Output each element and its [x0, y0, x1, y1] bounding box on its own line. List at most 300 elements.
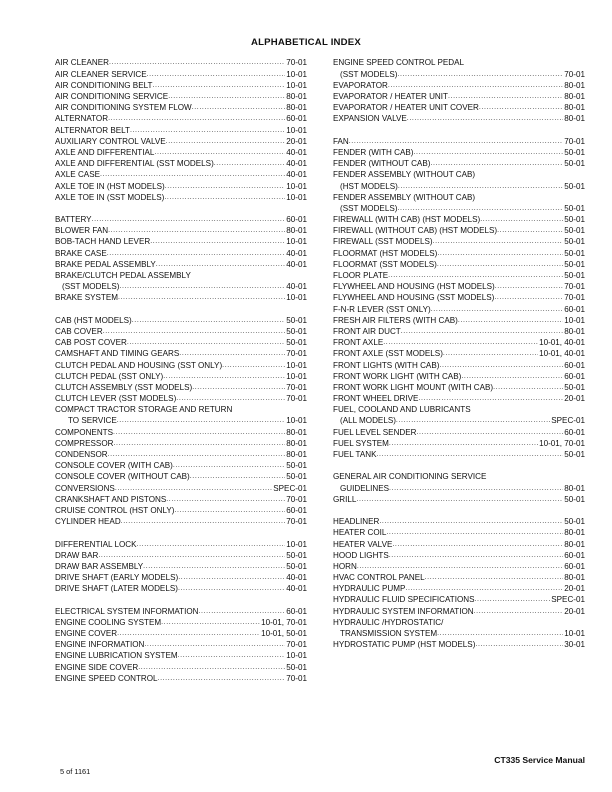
index-entry[interactable] — [55, 214, 307, 225]
index-entry[interactable] — [333, 214, 585, 225]
index-entry-text: HEADLINER — [333, 517, 380, 527]
index-entry[interactable] — [333, 561, 585, 572]
index-entry[interactable] — [55, 80, 307, 91]
index-entry-page: 50-01 — [564, 237, 585, 247]
index-entry-page: 70-01 — [286, 494, 307, 504]
dot-leader — [357, 561, 563, 572]
index-entry-page: 50-01 — [564, 259, 585, 269]
index-entry[interactable] — [55, 628, 307, 639]
index-entry-text: ENGINE COVER — [55, 629, 118, 639]
index-entry-page: 40-01 — [286, 248, 307, 258]
index-entry[interactable] — [55, 147, 307, 158]
dot-leader — [389, 550, 564, 561]
index-entry[interactable] — [333, 158, 585, 169]
dot-leader — [92, 214, 286, 225]
index-entry-text: FRONT AIR DUCT — [333, 326, 401, 336]
dot-leader — [443, 348, 538, 359]
index-entry[interactable] — [333, 237, 585, 248]
index-entry-text: FLOORMAT (HST MODELS) — [333, 248, 438, 258]
dot-leader — [413, 147, 563, 158]
index-entry[interactable] — [333, 315, 585, 326]
index-entry-page: 80-01 — [564, 326, 585, 336]
index-entry[interactable] — [55, 550, 307, 561]
index-entry[interactable] — [55, 494, 307, 505]
index-entry[interactable] — [333, 371, 585, 382]
index-entry-text: FENDER (WITH CAB) — [333, 147, 414, 157]
index-entry-text: COMPONENTS — [55, 427, 114, 437]
index-entry[interactable] — [333, 58, 585, 69]
index-entry[interactable] — [333, 471, 585, 482]
index-entry[interactable] — [333, 617, 585, 628]
index-entry[interactable] — [333, 80, 585, 91]
index-entry[interactable] — [55, 259, 307, 270]
dot-leader — [164, 192, 285, 203]
index-entry[interactable] — [333, 281, 585, 292]
index-entry-text: HYDRAULIC FLUID SPECIFICATIONS — [333, 595, 475, 605]
index-spacer — [55, 595, 307, 606]
index-entry-page: 80-01 — [564, 103, 585, 113]
dot-leader — [417, 427, 564, 438]
dot-leader — [163, 371, 285, 382]
dot-leader — [117, 628, 260, 639]
index-entry-page: 10-01 — [564, 315, 585, 325]
index-entry-page: 80-01 — [286, 103, 307, 113]
index-entry-text: FLYWHEEL AND HOUSING (HST MODELS) — [333, 282, 495, 292]
index-entry[interactable] — [333, 102, 585, 113]
index-entry-text: HYDRAULIC /HYDROSTATIC/ — [333, 617, 444, 627]
index-entry[interactable] — [55, 281, 307, 292]
index-entry[interactable] — [333, 169, 585, 180]
index-entry-text: AIR CLEANER SERVICE — [55, 69, 147, 79]
dot-leader — [137, 539, 286, 550]
index-entry-page: 50-01 — [564, 248, 585, 258]
dot-leader — [392, 539, 563, 550]
index-entry[interactable] — [55, 382, 307, 393]
index-entry-page: 80-01 — [564, 80, 585, 90]
dot-leader — [161, 617, 260, 628]
index-spacer — [55, 304, 307, 315]
dot-leader — [166, 494, 285, 505]
index-entry[interactable] — [333, 427, 585, 438]
dot-leader — [405, 583, 563, 594]
index-entry[interactable] — [55, 102, 307, 113]
index-entry-text: CRANKSHAFT AND PISTONS — [55, 494, 167, 504]
index-entry-text: FRONT WHEEL DRIVE — [333, 394, 419, 404]
index-entry-text: AXLE TOE IN (HST MODELS) — [55, 181, 165, 191]
index-entry-page: 10-01 — [286, 416, 307, 426]
dot-leader — [178, 583, 285, 594]
index-spacer — [55, 527, 307, 538]
index-entry-page: 80-01 — [286, 92, 307, 102]
index-entry[interactable] — [55, 58, 307, 69]
index-entry[interactable] — [333, 639, 585, 650]
index-entry-page: 70-01 — [564, 136, 585, 146]
dot-leader — [152, 80, 285, 91]
dot-leader — [147, 69, 286, 80]
index-entry[interactable] — [55, 270, 307, 281]
index-entry[interactable] — [55, 225, 307, 236]
dot-leader — [397, 203, 563, 214]
index-entry[interactable] — [333, 483, 585, 494]
index-entry-text: DRIVE SHAFT (EARLY MODELS) — [55, 573, 179, 583]
index-entry-text: CRUISE CONTROL (HST ONLY) — [55, 505, 175, 515]
dot-leader — [389, 483, 563, 494]
index-entry-page: 50-01 — [286, 315, 307, 325]
index-entry[interactable] — [55, 460, 307, 471]
dot-leader — [107, 248, 286, 259]
index-entry-text: FIREWALL (WITH CAB) (HST MODELS) — [333, 215, 481, 225]
index-entry[interactable] — [55, 427, 307, 438]
index-entry[interactable] — [55, 248, 307, 259]
index-entry-text: CONSOLE COVER (WITHOUT CAB) — [55, 472, 190, 482]
index-entry-text: ENGINE SIDE COVER — [55, 662, 139, 672]
index-entry[interactable] — [333, 136, 585, 147]
index-entry-page: 10-01, 40-01 — [539, 349, 585, 359]
index-entry-page: 10-01, 40-01 — [539, 338, 585, 348]
dot-leader — [480, 214, 563, 225]
index-entry-text: (ALL MODELS) — [340, 416, 396, 426]
index-entry[interactable] — [333, 91, 585, 102]
index-entry[interactable] — [333, 348, 585, 359]
index-entry-text: FUEL LEVEL SENDER — [333, 427, 417, 437]
index-entry-page: 50-01 — [564, 494, 585, 504]
dot-leader — [475, 595, 551, 606]
dot-leader — [173, 460, 285, 471]
index-entry[interactable] — [55, 639, 307, 650]
index-entry-page: 60-01 — [286, 606, 307, 616]
dot-leader — [158, 673, 286, 684]
index-entry[interactable] — [55, 360, 307, 371]
index-entry-page: 50-01 — [564, 215, 585, 225]
dot-leader — [113, 438, 285, 449]
index-entry-text: EXPANSION VALVE — [333, 114, 407, 124]
index-entry[interactable] — [333, 595, 585, 606]
dot-leader — [356, 494, 563, 505]
index-entry[interactable] — [55, 315, 307, 326]
index-entry[interactable] — [333, 360, 585, 371]
index-entry-text: ENGINE INFORMATION — [55, 640, 145, 650]
index-entry[interactable] — [55, 158, 307, 169]
index-entry-page: 60-01 — [564, 360, 585, 370]
index-entry[interactable] — [55, 348, 307, 359]
index-entry[interactable] — [333, 69, 585, 80]
index-entry[interactable] — [55, 539, 307, 550]
index-spacer — [55, 203, 307, 214]
index-entry[interactable] — [55, 438, 307, 449]
index-entry-text: BRAKE/CLUTCH PEDAL ASSEMBLY — [55, 271, 191, 281]
index-entry-page: 70-01 — [286, 640, 307, 650]
index-entry[interactable] — [333, 337, 585, 348]
dot-leader — [192, 102, 286, 113]
index-entry-page: 80-01 — [286, 438, 307, 448]
index-entry-page: 50-01 — [564, 181, 585, 191]
dot-leader — [190, 471, 286, 482]
index-entry-page: 70-01 — [286, 394, 307, 404]
dot-leader — [398, 181, 563, 192]
index-entry[interactable] — [55, 572, 307, 583]
index-entry[interactable] — [333, 270, 585, 281]
index-entry[interactable] — [55, 326, 307, 337]
index-entry[interactable] — [333, 248, 585, 259]
index-entry-text: FUEL, COOLAND AND LUBRICANTS — [333, 405, 471, 415]
index-entry-page: 70-01 — [286, 58, 307, 68]
index-entry[interactable] — [55, 125, 307, 136]
index-entry-text: HYDRAULIC PUMP — [333, 584, 406, 594]
index-entry-text: ELECTRICAL SYSTEM INFORMATION — [55, 606, 199, 616]
index-entry[interactable] — [333, 292, 585, 303]
index-entry-text: CLUTCH LEVER (SST MODELS) — [55, 394, 177, 404]
index-entry-text: FRONT WORK LIGHT MOUNT (WITH CAB) — [333, 382, 494, 392]
dot-leader — [117, 416, 286, 427]
index-entry[interactable] — [55, 337, 307, 348]
index-entry-page: 60-01 — [564, 371, 585, 381]
index-entry-page: 20-01 — [564, 394, 585, 404]
index-entry-text: BOB-TACH HAND LEVER — [55, 237, 151, 247]
index-entry-text: AXLE TOE IN (SST MODELS) — [55, 192, 165, 202]
index-entry[interactable] — [333, 259, 585, 270]
dot-leader — [458, 315, 563, 326]
index-entry[interactable] — [333, 147, 585, 158]
index-entry[interactable] — [333, 550, 585, 561]
index-entry-page: 60-01 — [286, 215, 307, 225]
index-entry[interactable] — [55, 237, 307, 248]
manual-title: CT335 Service Manual — [494, 755, 585, 765]
index-entry[interactable] — [55, 416, 307, 427]
dot-leader — [176, 393, 285, 404]
index-entry-text: FRONT AXLE — [333, 338, 384, 348]
index-entry-page: 10-01 — [286, 237, 307, 247]
index-entry[interactable] — [55, 516, 307, 527]
index-entry-page: 60-01 — [564, 427, 585, 437]
index-entry[interactable] — [55, 69, 307, 80]
index-spacer — [333, 125, 585, 136]
dot-leader — [383, 337, 538, 348]
index-entry-page: 80-01 — [564, 114, 585, 124]
index-entry[interactable] — [333, 449, 585, 460]
dot-leader — [143, 561, 285, 572]
dot-leader — [192, 382, 285, 393]
index-entry[interactable] — [55, 583, 307, 594]
index-entry[interactable] — [55, 404, 307, 415]
index-entry-text: AXLE AND DIFFERENTIAL (SST MODELS) — [55, 159, 214, 169]
index-entry[interactable] — [55, 136, 307, 147]
index-entry[interactable] — [333, 416, 585, 427]
index-entry-page: 50-01 — [564, 147, 585, 157]
index-entry-page: 10-01, 50-01 — [261, 629, 307, 639]
index-entry-page: 20-01 — [564, 606, 585, 616]
index-entry-text: DRIVE SHAFT (LATER MODELS) — [55, 584, 178, 594]
index-entry[interactable] — [55, 371, 307, 382]
dot-leader — [108, 449, 286, 460]
dot-leader — [156, 259, 286, 270]
index-entry[interactable] — [333, 326, 585, 337]
index-entry-text: EVAPORATOR / HEATER UNIT — [333, 92, 448, 102]
index-entry[interactable] — [55, 483, 307, 494]
index-entry[interactable] — [333, 516, 585, 527]
index-entry-page: 80-01 — [564, 573, 585, 583]
index-entry-page: 80-01 — [564, 483, 585, 493]
index-entry-text: HVAC CONTROL PANEL — [333, 573, 425, 583]
index-entry-text: HORN — [333, 561, 357, 571]
index-entry-page: 40-01 — [286, 584, 307, 594]
index-entry[interactable] — [333, 225, 585, 236]
dot-leader — [174, 505, 285, 516]
index-spacer — [333, 505, 585, 516]
index-entry-text: F-N-R LEVER (SST ONLY) — [333, 304, 431, 314]
index-entry-page: 50-01 — [564, 226, 585, 236]
dot-leader — [121, 516, 286, 527]
index-entry[interactable] — [55, 650, 307, 661]
index-spacer — [333, 460, 585, 471]
index-entry[interactable] — [333, 382, 585, 393]
index-entry[interactable] — [333, 393, 585, 404]
dot-leader — [119, 281, 285, 292]
index-entry-page: 20-01 — [286, 136, 307, 146]
index-entry-page: 70-01 — [286, 517, 307, 527]
index-entry-page: 50-01 — [286, 550, 307, 560]
index-entry[interactable] — [55, 617, 307, 628]
index-entry-text: BATTERY — [55, 215, 92, 225]
dot-leader — [113, 427, 285, 438]
index-entry-text: FRESH AIR FILTERS (WITH CAB) — [333, 315, 458, 325]
index-entry-text: EVAPORATOR — [333, 80, 388, 90]
index-entry[interactable] — [55, 169, 307, 180]
index-entry[interactable] — [55, 662, 307, 673]
index-entry-text: ENGINE SPEED CONTROL PEDAL — [333, 58, 465, 68]
index-entry-text: (SST MODELS) — [62, 282, 120, 292]
dot-leader — [130, 125, 285, 136]
index-entry[interactable] — [55, 393, 307, 404]
index-entry[interactable] — [333, 438, 585, 449]
dot-leader — [397, 69, 563, 80]
index-entry-text: DRAW BAR ASSEMBLY — [55, 561, 144, 571]
index-entry[interactable] — [55, 673, 307, 684]
dot-leader — [118, 292, 285, 303]
index-entry-page: SPEC-01 — [551, 595, 585, 605]
index-title: ALPHABETICAL INDEX — [250, 37, 362, 48]
index-entry-text: BRAKE CASE — [55, 248, 107, 258]
index-entry[interactable] — [333, 304, 585, 315]
index-entry-page: 40-01 — [286, 147, 307, 157]
index-entry-text: TRANSMISSION SYSTEM — [340, 629, 438, 639]
index-entry-text: FENDER ASSEMBLY (WITHOUT CAB) — [333, 170, 476, 180]
dot-leader — [433, 237, 564, 248]
dot-leader — [479, 102, 563, 113]
index-entry[interactable] — [55, 505, 307, 516]
index-entry-text: (SST MODELS) — [340, 69, 398, 79]
index-entry[interactable] — [333, 113, 585, 124]
dot-leader — [386, 527, 563, 538]
index-entry-page: 50-01 — [564, 271, 585, 281]
index-entry[interactable] — [333, 583, 585, 594]
dot-leader — [474, 606, 564, 617]
index-entry[interactable] — [55, 449, 307, 460]
dot-leader — [461, 371, 563, 382]
dot-leader — [198, 606, 285, 617]
index-entry-page: 40-01 — [286, 259, 307, 269]
index-entry-page: 60-01 — [286, 505, 307, 515]
dot-leader — [103, 326, 286, 337]
index-entry-page: 50-01 — [564, 450, 585, 460]
index-entry-text: FAN — [333, 136, 349, 146]
index-entry-page: 20-01 — [564, 584, 585, 594]
index-entry-text: FIREWALL (WITHOUT CAB) (HST MODELS) — [333, 226, 498, 236]
index-entry[interactable] — [333, 192, 585, 203]
index-entry-text: CLUTCH PEDAL AND HOUSING (SST ONLY) — [55, 360, 223, 370]
index-entry[interactable] — [55, 292, 307, 303]
index-entry[interactable] — [55, 561, 307, 572]
index-entry[interactable] — [55, 192, 307, 203]
index-entry[interactable] — [333, 203, 585, 214]
index-entry-text: (HST MODELS) — [340, 181, 398, 191]
dot-leader — [425, 572, 564, 583]
index-entry[interactable] — [333, 628, 585, 639]
index-entry[interactable] — [333, 404, 585, 415]
index-entry-text: CAB COVER — [55, 326, 103, 336]
index-entry[interactable] — [333, 539, 585, 550]
index-entry-page: 30-01 — [564, 640, 585, 650]
index-entry-page: 80-01 — [286, 427, 307, 437]
dot-leader — [437, 628, 563, 639]
index-entry[interactable] — [333, 181, 585, 192]
index-entry-text: CLUTCH ASSEMBLY (SST MODELS) — [55, 382, 193, 392]
index-entry-page: 80-01 — [564, 92, 585, 102]
dot-leader — [495, 281, 564, 292]
dot-leader — [379, 516, 563, 527]
dot-leader — [144, 639, 285, 650]
index-entry-text: COMPACT TRACTOR STORAGE AND RETURN — [55, 405, 233, 415]
index-entry-page: 60-01 — [564, 561, 585, 571]
index-entry-text: FLOORMAT (SST MODELS) — [333, 259, 437, 269]
index-entry[interactable] — [55, 606, 307, 617]
index-entry-text: DIFFERENTIAL LOCK — [55, 539, 137, 549]
dot-leader — [165, 181, 286, 192]
dot-leader — [100, 169, 285, 180]
index-entry[interactable] — [333, 527, 585, 538]
index-entry[interactable] — [55, 471, 307, 482]
dot-leader — [376, 449, 563, 460]
dot-leader — [396, 416, 550, 427]
index-entry-text: DRAW BAR — [55, 550, 99, 560]
index-entry-text: CONDENSOR — [55, 450, 108, 460]
index-entry[interactable] — [55, 181, 307, 192]
index-entry-page: 10-01 — [286, 371, 307, 381]
index-entry[interactable] — [55, 91, 307, 102]
dot-leader — [108, 113, 285, 124]
index-entry-page: 60-01 — [564, 550, 585, 560]
index-entry-page: 60-01 — [564, 304, 585, 314]
index-entry-text: AUXILIARY CONTROL VALVE — [55, 136, 166, 146]
index-entry[interactable] — [333, 606, 585, 617]
index-entry-page: 70-01 — [564, 69, 585, 79]
index-entry-page: 70-01 — [286, 349, 307, 359]
index-entry-text: AXLE AND DIFFERENTIAL — [55, 147, 155, 157]
page-counter: 5 of 1161 — [60, 767, 91, 776]
index-entry-page: 80-01 — [564, 539, 585, 549]
index-entry-text: GUIDELINES — [340, 483, 390, 493]
index-entry[interactable] — [333, 572, 585, 583]
index-entry[interactable] — [333, 494, 585, 505]
index-entry-text: (SST MODELS) — [340, 203, 398, 213]
index-entry-page: 10-01 — [286, 360, 307, 370]
index-entry-text: BRAKE SYSTEM — [55, 293, 118, 303]
index-entry-text: ENGINE COOLING SYSTEM — [55, 617, 162, 627]
dot-leader — [108, 225, 285, 236]
index-entry-page: 10-01 — [286, 539, 307, 549]
index-entry[interactable] — [55, 113, 307, 124]
index-entry-text: GRILL — [333, 494, 357, 504]
index-entry-page: 70-01 — [564, 293, 585, 303]
